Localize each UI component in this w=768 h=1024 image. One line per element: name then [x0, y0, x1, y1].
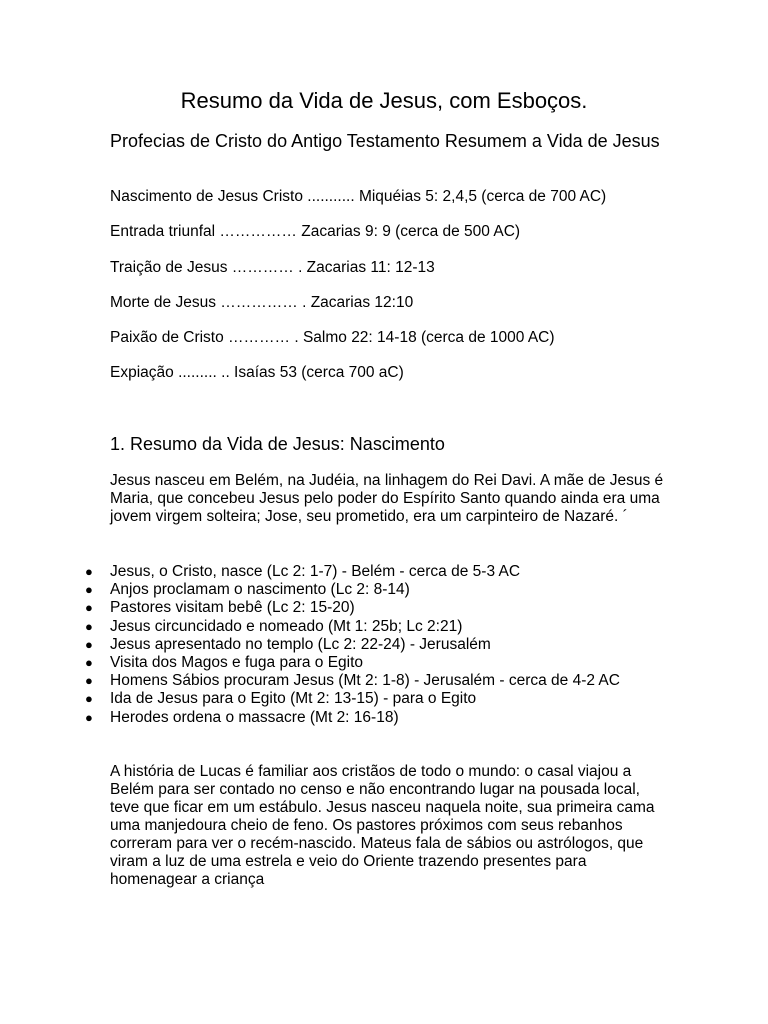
list-item-text: Herodes ordena o massacre (Mt 2: 16-18) — [110, 708, 399, 726]
bullet-icon: ● — [85, 691, 93, 707]
list-item — [85, 709, 685, 727]
list-item-text: Ida de Jesus para o Egito (Mt 2: 13-15) - para o Egito — [110, 690, 477, 708]
birth-intro-paragraph: Jesus nasceu em Belém, na Judéia, na linhagem do Rei Davi. A mãe de Jesus é Maria, que concebeu Jesus pelo poder do Espírito Santo quando ainda era uma jovem virgem solteira; Jose, seu prometido, era um carpinteiro de Nazaré. ´ — [110, 472, 664, 525]
prophecy-item: Morte de Jesus …………… . Zacarias 12:10 — [110, 293, 414, 311]
list-item-text: Anjos proclamam o nascimento (Lc 2: 8-14) — [110, 581, 410, 599]
list-item — [85, 654, 685, 672]
prophecy-item: Nascimento de Jesus Cristo ........... Miquéias 5: 2,4,5 (cerca de 700 AC) — [110, 188, 607, 205]
bullet-icon: ● — [85, 709, 93, 725]
prophecy-item: Traição de Jesus ………… . Zacarias 11: 12-13 — [110, 258, 435, 276]
bullet-icon: ● — [85, 673, 93, 689]
list-item-text: Jesus, o Cristo, nasce (Lc 2: 1-7) - Belém - cerca de 5-3 AC — [110, 563, 521, 580]
prophecy-item: Paixão de Cristo ………… . Salmo 22: 14-18 (cerca de 1000 AC) — [110, 329, 555, 347]
list-item — [85, 690, 685, 708]
list-item-text: Jesus circuncidado e nomeado (Mt 1: 25b; Lc 2:21) — [110, 617, 463, 635]
bullet-icon: ● — [85, 600, 93, 616]
birth-section-heading: 1. Resumo da Vida de Jesus: Nascimento — [110, 434, 445, 454]
prophecy-list — [110, 187, 710, 399]
prophecy-heading: Profecias de Cristo do Antigo Testamento Resumem a Vida de Jesus — [110, 131, 660, 151]
bullet-icon: ● — [85, 582, 93, 598]
list-item-text: Visita dos Magos e fuga para o Egito — [110, 654, 364, 672]
list-item — [85, 672, 685, 690]
list-item-text: Jesus apresentado no templo (Lc 2: 22-24) - Jerusalém — [110, 635, 491, 653]
bullet-icon: ● — [85, 618, 93, 634]
bullet-icon: ● — [85, 564, 93, 579]
birth-story-paragraph: A história de Lucas é familiar aos cristãos de todo o mundo: o casal viajou a Belém para ser contado no censo e não encontrando lugar na pousada local, teve que ficar em um estábulo. Jesus nasceu naquela noite, sua primeira cama uma manjedoura cheio de feno. Os pastores próximos com seus rebanhos correram para ver o recém-nascido. Mateus fala de sábios ou astrólogos, que viram a luz de uma estrela e veio do Oriente trazendo presentes para homenagear a criança — [110, 763, 655, 888]
birth-events-list — [85, 563, 685, 727]
list-item-text: Pastores visitam bebê (Lc 2: 15-20) — [110, 599, 355, 617]
document-title: Resumo da Vida de Jesus, com Esboços. — [180, 88, 588, 113]
list-item — [85, 563, 685, 581]
bullet-icon: ● — [85, 655, 93, 671]
list-item-text: Homens Sábios procuram Jesus (Mt 2: 1-8) - Jerusalém - cerca de 4-2 AC — [110, 672, 620, 690]
prophecy-item: Entrada triunfal …………… Zacarias 9: 9 (cerca de 500 AC) — [110, 223, 521, 241]
list-item — [85, 636, 685, 654]
list-item — [85, 581, 685, 599]
list-item — [85, 599, 685, 617]
prophecy-item: Expiação ......... .. Isaías 53 (cerca 700 aC) — [110, 364, 404, 382]
bullet-icon: ● — [85, 636, 93, 652]
list-item — [85, 618, 685, 636]
